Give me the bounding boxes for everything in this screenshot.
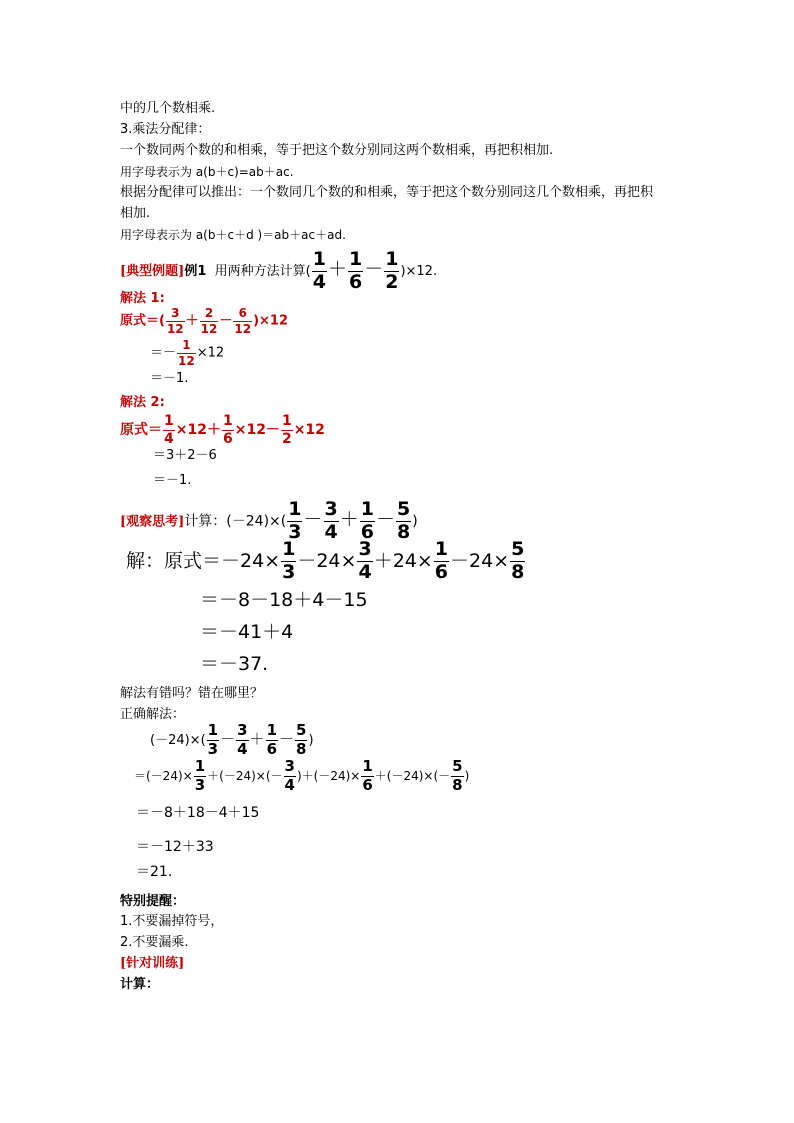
question-text: 解法有错吗？错在哪里？ xyxy=(120,686,264,701)
fraction: $\frac{1}{6}$ xyxy=(222,413,233,447)
fraction: $\frac{1}{3}$ xyxy=(288,498,302,543)
practice-text: 计算： xyxy=(120,977,160,992)
text-line: 3.乘法分配律： xyxy=(120,122,211,137)
fraction: $\frac{2}{12}$ xyxy=(200,306,218,336)
solution-line: ＝－1. xyxy=(153,473,192,488)
fraction: $\frac{1}{3}$ xyxy=(194,757,206,794)
fraction: $\frac{3}{4}$ xyxy=(324,498,338,543)
solution-line: 原式＝( $\frac{3}{12}$ ＋ $\frac{2}{12}$ － $\frac{6}{12}$ )×12 xyxy=(120,306,289,336)
correct-line: ＝(－24)× $\frac{1}{3}$ ＋(－24)×(－ $\frac{3}{4}$ )＋(－24)× $\frac{1}{6}$ ＋(－24)×(－ $\frac{5}{8}$ ) xyxy=(134,757,470,794)
fraction: $\frac{1}{4}$ xyxy=(164,413,174,447)
wrong-solution-line: ＝－8－18＋4－15 xyxy=(200,589,368,611)
section-tag: [典型例题] xyxy=(120,263,185,279)
text-line: 一个数同两个数的和相乘，等于把这个数分别同这两个数相乘，再把积相加. xyxy=(120,143,554,158)
solution-line: ＝－ $\frac{1}{12}$ ×12 xyxy=(150,338,225,368)
text-line: 相加. xyxy=(120,206,151,221)
operator: － xyxy=(364,257,384,280)
fraction: $\frac{5}{8}$ xyxy=(511,538,525,583)
fraction: $\frac{1}{6}$ xyxy=(266,721,277,758)
text-line: 中的几个数相乘. xyxy=(120,101,216,116)
correct-line: (－24)×( $\frac{1}{3}$ － $\frac{3}{4}$ ＋ $\frac{1}{6}$ － $\frac{5}{8}$ ) xyxy=(150,721,314,758)
example-line xyxy=(120,250,437,293)
solution-line: ＝3＋2－6 xyxy=(153,448,217,463)
fraction: $\frac{3}{12}$ xyxy=(166,306,184,336)
correct-line: ＝－8＋18－4＋15 xyxy=(136,805,260,821)
fraction: $\frac{5}{8}$ xyxy=(452,757,463,794)
fraction: $\frac{5}{8}$ xyxy=(397,498,411,543)
example-end: )×12. xyxy=(400,263,438,279)
tip-item: 1.不要漏掉符号， xyxy=(120,914,224,929)
tip-item: 2.不要漏乘. xyxy=(120,935,189,950)
solution-title: 解法 2: xyxy=(120,395,165,410)
fraction: $\frac{5}{8}$ xyxy=(296,721,307,758)
section-tag: [观察思考] xyxy=(120,514,185,530)
text-line: 用字母表示为 a(b＋c)=ab＋ac. xyxy=(120,165,294,179)
fraction: $\frac{1}{6}$ xyxy=(434,538,449,583)
text-line: 用字母表示为 a(b＋c＋d )＝ab＋ac＋ad. xyxy=(120,228,346,242)
tips-title: 特别提醒： xyxy=(120,894,186,909)
fraction: $\frac{3}{4}$ xyxy=(284,757,295,794)
wrong-solution-line: ＝－37. xyxy=(200,653,269,675)
fraction: $\frac{1}{12}$ xyxy=(178,338,195,368)
fraction: $\frac{1}{3}$ xyxy=(207,721,219,758)
solution-line: 原式＝ $\frac{1}{4}$ ×12＋ $\frac{1}{6}$ ×12－ $\frac{1}{2}$ ×12 xyxy=(120,413,325,447)
solution-title: 解法 1: xyxy=(120,291,165,306)
section-tag: [针对训练] xyxy=(120,956,185,971)
fraction: $\frac{1}{3}$ xyxy=(282,538,296,583)
solution-line: ＝－1. xyxy=(150,371,189,386)
fraction: $\frac{1}{6}$ xyxy=(362,757,373,794)
fraction: $\frac{1}{4}$ xyxy=(312,248,326,293)
observe-line: [观察思考]计算：(－24)×( $\frac{1}{3}$ － $\frac{3}{4}$ ＋ $\frac{1}{6}$ － $\frac{5}{8}$ ) xyxy=(120,498,418,543)
correct-line: ＝－12＋33 xyxy=(136,839,214,855)
wrong-solution-line: 解：原式＝－24× $\frac{1}{3}$ －24× $\frac{3}{4}$ ＋24× $\frac{1}{6}$ －24× $\frac{5}{8}$ xyxy=(126,538,525,583)
example-label: 例1 xyxy=(184,263,207,279)
operator: ＋ xyxy=(327,257,347,280)
fraction: $\frac{1}{6}$ xyxy=(360,498,374,543)
fraction: $\frac{3}{4}$ xyxy=(358,538,372,583)
correct-title: 正确解法： xyxy=(120,707,186,722)
fraction: $\frac{1}{2}$ xyxy=(281,413,292,447)
fraction: $\frac{6}{12}$ xyxy=(234,306,252,336)
example-text: 用两种方法计算( xyxy=(214,263,311,279)
fraction: $\frac{1}{6}$ xyxy=(348,248,363,293)
fraction: $\frac{3}{4}$ xyxy=(237,721,248,758)
fraction: $\frac{1}{2}$ xyxy=(385,248,399,293)
correct-line: ＝21. xyxy=(136,864,173,880)
text-line: 根据分配律可以推出：一个数同几个数的和相乘，等于把这个数分别同这几个数相乘，再把积 xyxy=(120,185,654,200)
wrong-solution-line: ＝－41＋4 xyxy=(200,621,294,643)
